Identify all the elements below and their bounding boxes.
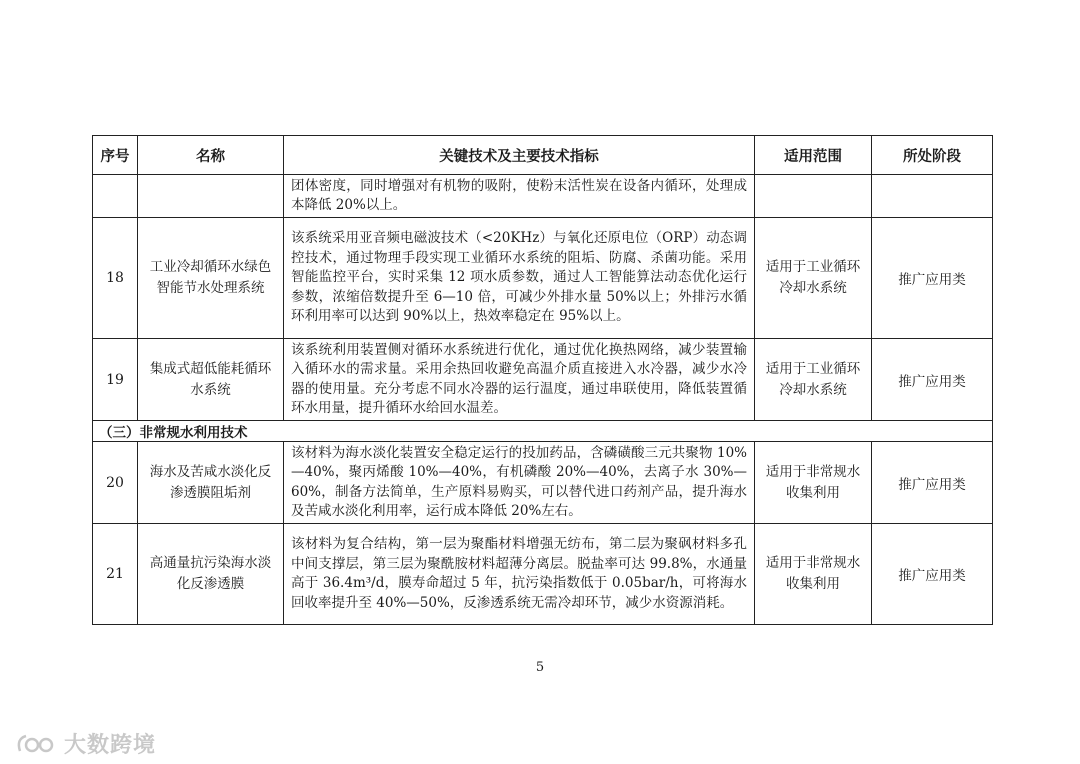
header-scope: 适用范围 <box>755 136 872 175</box>
row-tech: 该材料为海水淡化装置安全稳定运行的投加药品，含磷磺酸三元共聚物 10%—40%，聚丙烯酸 10%—40%，有机磷酸 20%—40%，去离子水 30%—60%，制备方法简单，生产原料易购买，可以替代进口药剂产品，提升海水及苦咸水淡化利用率，运行成本降低 20%左右。 <box>284 442 755 524</box>
row-stage <box>872 175 993 218</box>
page-number: 5 <box>535 660 545 675</box>
row-tech: 该系统采用亚音频电磁波技术（<20KHz）与氧化还原电位（ORP）动态调控技术，通过物理手段实现工业循环水系统的阻垢、防腐、杀菌功能。采用智能监控平台，实时采集 12 项水质参数，通过人工智能算法动态优化运行参数，浓缩倍数提升至 6—10 倍，可减少外排水量 50%以上；外排污水循环利用率可以达到 90%以上，热效率稳定在 95%以上。 <box>284 218 755 339</box>
table-row <box>93 339 993 421</box>
row-scope <box>755 175 872 218</box>
table-row <box>93 218 993 339</box>
table-row <box>93 175 993 218</box>
row-seq: 18 <box>93 218 138 339</box>
header-tech: 关键技术及主要技术指标 <box>284 136 755 175</box>
row-seq <box>93 175 138 218</box>
row-tech: 该材料为复合结构，第一层为聚酯材料增强无纺布，第二层为聚砜材料多孔中间支撑层，第三层为聚酰胺材料超薄分离层。脱盐率可达 99.8%，水通量高于 36.4m³/d，膜寿命超过 5 年，抗污染指数低于 0.05bar/h，可将海水回收率提升至 40%—50%，反渗透系统无需冷却环节，减少水资源消耗。 <box>284 524 755 625</box>
row-seq: 20 <box>93 442 138 524</box>
row-stage: 推广应用类 <box>872 442 993 524</box>
row-name <box>138 175 284 218</box>
section-row <box>93 421 993 442</box>
row-name: 工业冷却循环水绿色智能节水处理系统 <box>138 218 284 339</box>
row-scope: 适用于工业循环冷却水系统 <box>755 218 872 339</box>
row-stage: 推广应用类 <box>872 218 993 339</box>
row-name: 集成式超低能耗循环水系统 <box>138 339 284 421</box>
table-row <box>93 524 993 625</box>
table-row <box>93 442 993 524</box>
row-name: 海水及苦咸水淡化反渗透膜阻垢剂 <box>138 442 284 524</box>
row-stage: 推广应用类 <box>872 524 993 625</box>
row-tech: 该系统利用装置侧对循环水系统进行优化，通过优化换热网络，减少装置输入循环水的需求量。采用余热回收避免高温介质直接进入水冷器，减少水冷器的使用量。充分考虑不同水冷器的运行温度，通过串联使用，降低装置循环水用量，提升循环水给回水温差。 <box>284 339 755 421</box>
header-seq: 序号 <box>93 136 138 175</box>
row-seq: 19 <box>93 339 138 421</box>
watermark-logo-icon <box>14 731 58 757</box>
row-stage: 推广应用类 <box>872 339 993 421</box>
row-scope: 适用于工业循环冷却水系统 <box>755 339 872 421</box>
header-stage: 所处阶段 <box>872 136 993 175</box>
row-tech: 团体密度，同时增强对有机物的吸附，使粉末活性炭在设备内循环，处理成本降低 20%以上。 <box>284 175 755 218</box>
section-title: （三）非常规水利用技术 <box>93 421 993 442</box>
watermark <box>14 728 156 759</box>
header-name: 名称 <box>138 136 284 175</box>
row-scope: 适用于非常规水收集利用 <box>755 524 872 625</box>
table-header-row <box>93 136 993 175</box>
row-name: 高通量抗污染海水淡化反渗透膜 <box>138 524 284 625</box>
technology-table <box>92 135 993 625</box>
row-seq: 21 <box>93 524 138 625</box>
watermark-text: 大数跨境 <box>64 733 157 758</box>
row-scope: 适用于非常规水收集利用 <box>755 442 872 524</box>
